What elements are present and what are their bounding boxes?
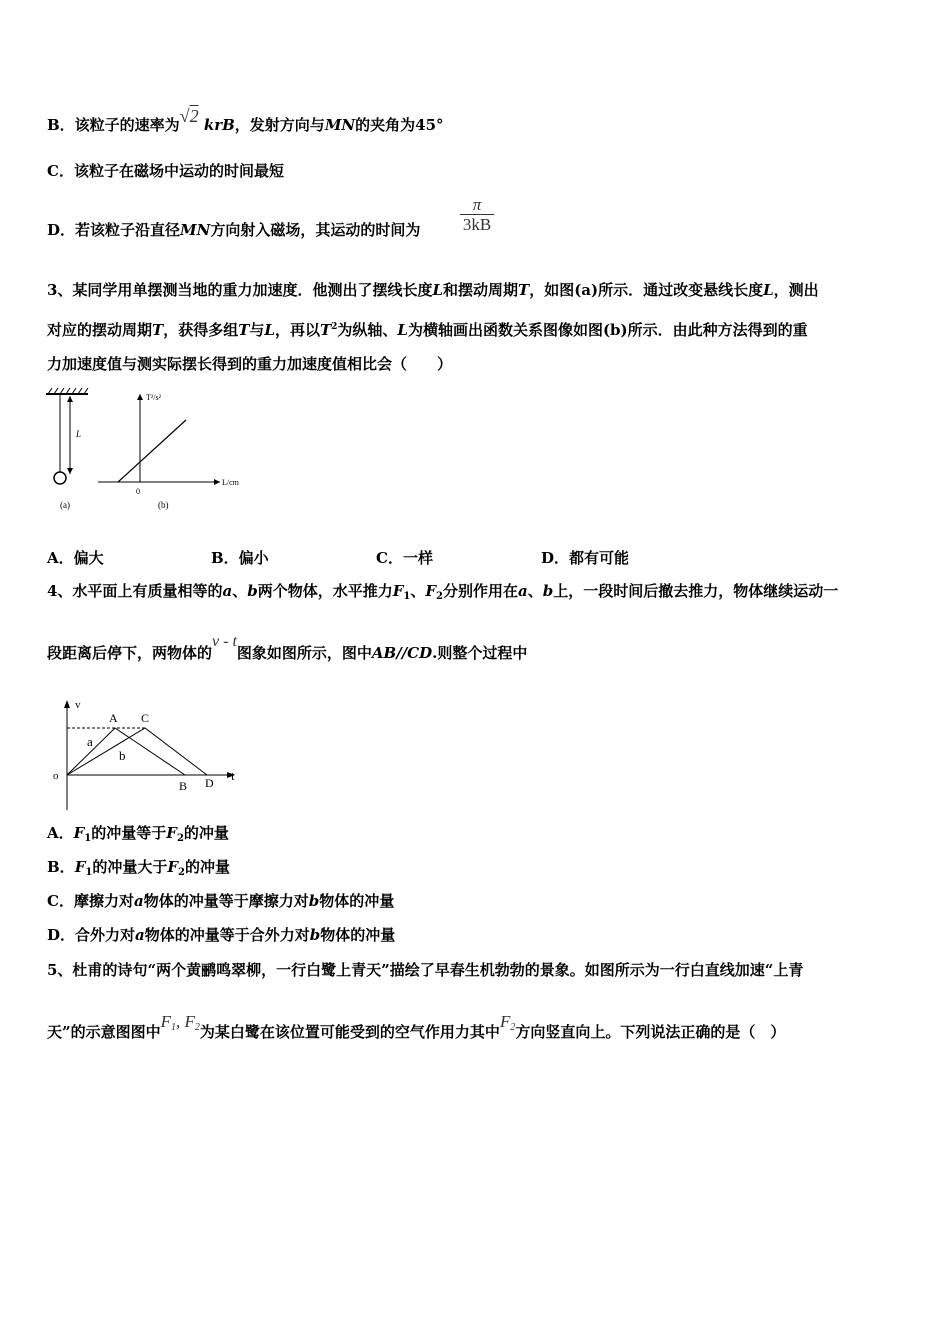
text: 为横轴画出函数关系图像如图(b)所示．由此种方法得到的重	[407, 321, 808, 339]
var-f: F	[166, 824, 177, 842]
fraction-numerator: π	[472, 195, 482, 214]
text: 分别作用在	[442, 582, 518, 600]
subscript: 2	[194, 1022, 200, 1033]
var-b: b	[309, 926, 321, 944]
var-t: T	[238, 321, 250, 339]
q3-line-2	[47, 317, 808, 340]
point-d-label: D	[205, 776, 214, 790]
text: 与	[249, 321, 265, 339]
v-arrow	[64, 700, 70, 708]
sqrt-sign: √2	[179, 106, 199, 126]
pendulum-figure	[40, 384, 260, 514]
pendulum-bob	[54, 472, 66, 484]
q3-option-c[interactable]: C．一样	[376, 549, 433, 567]
q4-option-d[interactable]	[47, 925, 395, 945]
text: B．	[47, 858, 75, 876]
var-f: F	[167, 858, 178, 876]
point-a-label: A	[109, 711, 118, 725]
fraction-denominator: 3kB	[462, 215, 492, 234]
subscript: 1	[84, 833, 92, 844]
fraction-pi-3kb	[460, 196, 494, 235]
length-label: L	[76, 429, 82, 439]
var-a: a	[222, 582, 233, 600]
text: A．	[47, 824, 74, 842]
q5-line-1: 5、杜甫的诗句“两个黄鹂鸣翠柳，一行白鹭上青天”描绘了早春生机勃勃的景象。如图所示为一行白直线加速“上青	[47, 961, 804, 979]
text: 、	[527, 582, 543, 600]
var-l: L	[397, 321, 408, 339]
point-c-label: C	[141, 711, 150, 725]
var-a: a	[135, 926, 145, 944]
comma: ,	[176, 1012, 185, 1031]
var-l: L	[432, 281, 443, 299]
ab-cd-expression: AB//CD	[371, 644, 433, 662]
q3-line-1	[47, 280, 819, 300]
text: 、	[232, 582, 248, 600]
y-axis-label: T²/s²	[146, 393, 162, 402]
superscript: 2	[331, 322, 338, 332]
option-c-q2: C．该粒子在磁场中运动的时间最短	[47, 162, 284, 180]
var-f: F	[499, 1012, 511, 1031]
q4-line-2	[47, 633, 528, 664]
q4-option-a[interactable]	[47, 823, 229, 849]
text: ，再以	[274, 321, 320, 339]
q3-option-d[interactable]: D．都有可能	[541, 549, 630, 567]
var-b: b	[542, 582, 554, 600]
text: 为某白鹭在该位置可能受到的空气作用力其中	[199, 1023, 500, 1041]
x-arrow	[214, 479, 220, 485]
origin-label: 0	[136, 487, 140, 496]
q4-option-b[interactable]	[47, 857, 230, 883]
var-t: T	[152, 321, 164, 339]
caption-b: (b)	[158, 500, 169, 510]
f1-f2-expression	[161, 1012, 200, 1031]
subscript: 1	[403, 591, 411, 602]
text: D．合外力对	[47, 926, 136, 944]
q5-line-2	[47, 1012, 786, 1048]
text: 物体的冲量等于合外力对	[144, 926, 310, 944]
text: ，测出	[773, 281, 819, 299]
text: 对应的摆动周期	[47, 321, 153, 339]
text: 为纵轴、	[337, 321, 398, 339]
text: 图象如图所示，图中	[236, 644, 372, 662]
text: 和摆动周期	[443, 281, 519, 299]
var-l: L	[763, 281, 774, 299]
text: 的冲量等于	[91, 824, 167, 842]
var-f: F	[425, 582, 437, 600]
option-text: D．若该粒子沿直径	[47, 221, 181, 239]
f2-expression	[500, 1012, 515, 1031]
var-f: F	[160, 1012, 172, 1031]
x-axis-label: L/cm	[222, 478, 239, 487]
var-a: a	[133, 892, 144, 910]
text: 的冲量	[183, 824, 229, 842]
y-arrow	[137, 394, 143, 400]
text: 物体的冲量等于摩擦力对	[143, 892, 309, 910]
caption-a: (a)	[60, 500, 70, 510]
line-a	[67, 728, 185, 775]
text: ，如图(a)所示．通过改变悬线长度	[529, 281, 764, 299]
text: 物体的冲量	[320, 926, 396, 944]
var-f: F	[73, 824, 85, 842]
text: ，获得多组	[163, 321, 239, 339]
var-f: F	[392, 582, 404, 600]
point-b-label: B	[179, 779, 188, 793]
option-b-q2	[47, 106, 444, 135]
var-b: b	[247, 582, 258, 600]
q3-option-a[interactable]: A．偏大	[47, 549, 104, 567]
q3-line-3: 力加速度值与测实际摆长得到的重力加速度值相比会（ ）	[47, 355, 453, 373]
vt-graph	[45, 690, 255, 815]
text: .则整个过程中	[432, 644, 528, 662]
t-label: t	[231, 768, 235, 783]
sqrt-number: 2	[189, 106, 199, 126]
text: 物体的冲量	[319, 892, 395, 910]
subscript: 1	[171, 1022, 177, 1033]
option-text: 的夹角为45°	[355, 116, 444, 134]
text: 段距离后停下，两物体的	[47, 644, 213, 662]
var-f: F	[184, 1012, 195, 1031]
subscript: 2	[436, 591, 443, 602]
q4-option-c[interactable]	[47, 891, 394, 911]
var-b: b	[308, 892, 320, 910]
arrow-head-bottom	[67, 468, 73, 474]
subscript: 2	[177, 867, 185, 878]
var-a: a	[518, 582, 528, 600]
subscript: 2	[510, 1022, 516, 1033]
curve-b-label: b	[119, 748, 126, 763]
var-t: T	[319, 321, 332, 339]
t2-l-line	[118, 420, 186, 482]
origin-label: o	[53, 770, 59, 782]
text: 上，一段时间后撤去推力，物体继续运动一	[553, 582, 839, 600]
q3-option-b[interactable]: B．偏小	[211, 549, 269, 567]
text: 、	[410, 582, 426, 600]
v-label: v	[75, 699, 81, 711]
arrow-head-top	[67, 396, 73, 402]
text: 3、某同学用单摆测当地的重力加速度．他测出了摆线长度	[47, 281, 433, 299]
mn-label: MN	[324, 116, 356, 134]
subscript: 2	[176, 833, 184, 844]
var-l: L	[264, 321, 275, 339]
text: 两个物体，水平推力	[257, 582, 393, 600]
text: 4、水平面上有质量相等的	[47, 582, 223, 600]
text: 的冲量大于	[92, 858, 168, 876]
var-f: F	[74, 858, 86, 876]
option-text: 方向射入磁场，其运动的时间为	[210, 221, 421, 239]
text: 天”的示意图图中	[47, 1023, 161, 1041]
option-text: B．该粒子的速率为	[47, 116, 180, 134]
text: 方向竖直向上。下列说法正确的是（ ）	[515, 1023, 786, 1041]
text: 的冲量	[184, 858, 230, 876]
curve-a-label: a	[87, 734, 93, 749]
q4-line-1	[47, 581, 838, 607]
option-d-q2	[47, 220, 420, 240]
var-t: T	[518, 281, 530, 299]
option-text: ，发射方向与	[234, 116, 325, 134]
krb-expression: krB	[203, 116, 235, 134]
mn-label: MN	[180, 221, 211, 239]
text: C．摩擦力对	[47, 892, 134, 910]
subscript: 1	[85, 867, 93, 878]
vt-expression: v - t	[212, 633, 237, 650]
